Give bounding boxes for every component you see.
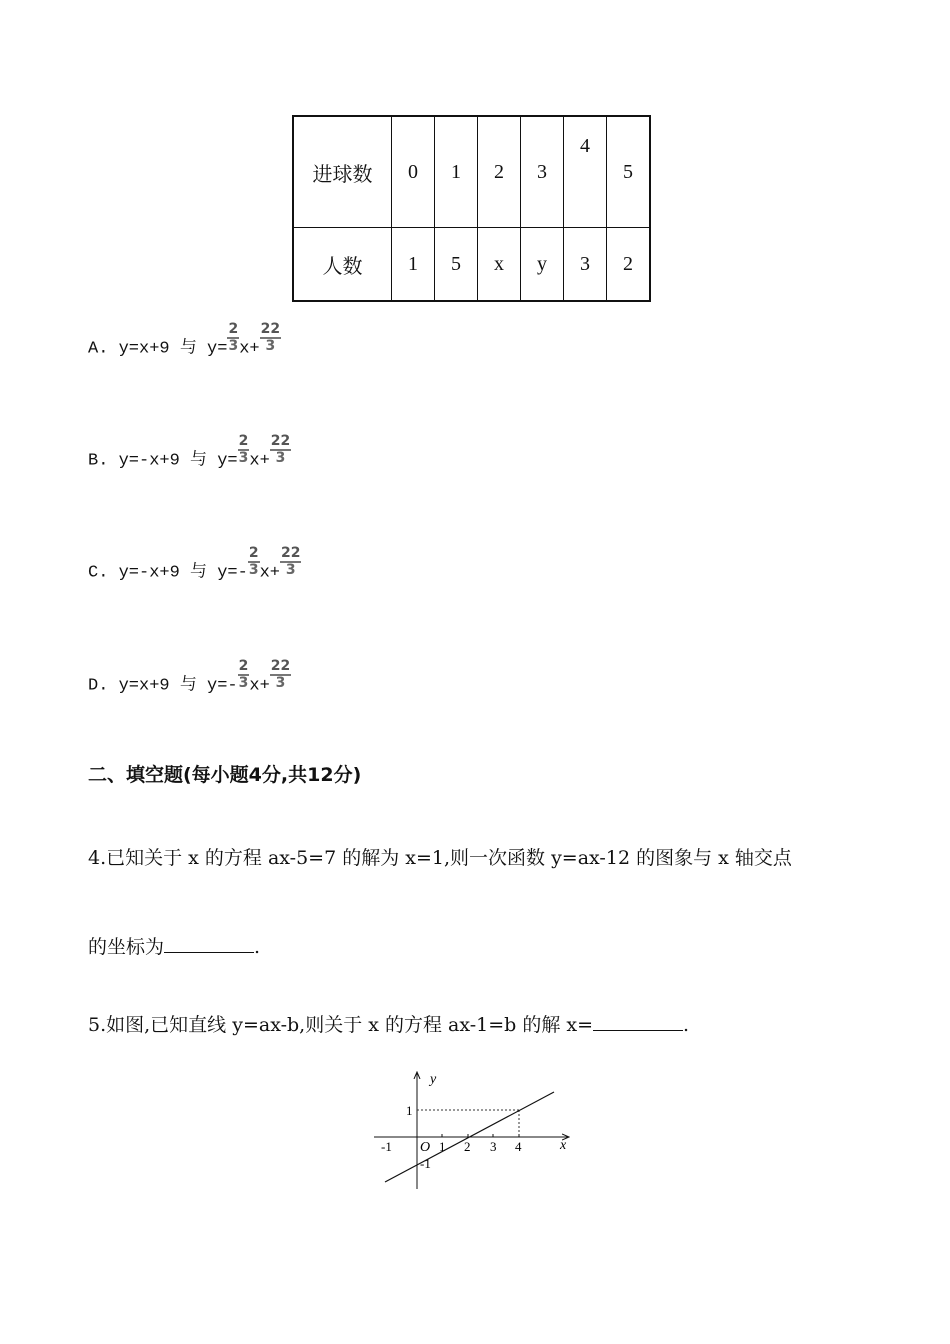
option-text: y=-	[207, 563, 248, 583]
option-text: x+	[249, 676, 270, 696]
fraction	[238, 659, 250, 691]
option-text: 与	[190, 449, 208, 470]
answer-blank[interactable]	[593, 1012, 683, 1031]
table-cell: 1	[435, 116, 478, 228]
option-text: y=	[207, 451, 238, 471]
table-cell: x	[478, 228, 521, 302]
table-cell: 1	[392, 228, 435, 302]
table-row	[293, 116, 650, 228]
option-text: C. y=-x+9	[88, 563, 191, 583]
table-cell-text: 4	[580, 135, 590, 157]
origin-label: O	[420, 1140, 431, 1155]
y-axis-label: y	[430, 1072, 437, 1087]
option-text: 与	[190, 561, 208, 582]
fraction-numerator: 22	[270, 433, 291, 449]
fraction	[238, 434, 250, 466]
fraction-denominator: 3	[248, 562, 259, 578]
fraction-numerator: 2	[228, 321, 239, 337]
question-5	[88, 1010, 689, 1037]
fraction	[227, 322, 239, 354]
fraction-denominator: 3	[275, 450, 286, 466]
fraction-denominator: 3	[238, 675, 249, 691]
x-tick-label: 1	[439, 1139, 446, 1154]
fraction-denominator: 3	[285, 562, 296, 578]
option-text: x+	[259, 563, 280, 583]
option-text: D. y=x+9	[88, 676, 180, 696]
answer-blank[interactable]	[164, 934, 254, 953]
table-cell	[564, 116, 607, 228]
fraction	[260, 322, 281, 354]
table-cell: 2	[607, 228, 651, 302]
y-tick-label: -1	[420, 1156, 431, 1171]
x-tick-label: 4	[515, 1139, 522, 1154]
question-5-text: 5.如图,已知直线 y=ax-b,则关于 x 的方程 ax-1=b 的解 x=	[88, 1014, 594, 1036]
table-header-people: 人数	[293, 228, 392, 302]
option-text: y=-	[196, 676, 238, 696]
line-graph	[360, 1065, 580, 1195]
fraction	[270, 659, 291, 691]
fraction-denominator: 3	[265, 338, 276, 354]
y-tick-label: 1	[406, 1103, 413, 1118]
x-axis-label: x	[560, 1138, 567, 1153]
option-d	[88, 658, 291, 701]
question-4-line-2	[88, 932, 260, 959]
table-cell: 5	[435, 228, 478, 302]
fraction-denominator: 3	[228, 338, 239, 354]
table-cell: 0	[392, 116, 435, 228]
goals-table	[292, 115, 651, 302]
table-cell: 3	[564, 228, 607, 302]
table-cell: 2	[478, 116, 521, 228]
fraction-numerator: 22	[270, 658, 291, 674]
option-text: x+	[239, 339, 260, 359]
option-b	[88, 433, 291, 476]
question-4-text: 的坐标为	[88, 936, 165, 958]
fraction-numerator: 2	[248, 545, 259, 561]
question-4-line-1: 4.已知关于 x 的方程 ax-5=7 的解为 x=1,则一次函数 y=ax-12 的图象与 x 轴交点	[88, 847, 792, 869]
x-tick-label: 2	[464, 1139, 471, 1154]
option-text: 与	[179, 674, 197, 695]
option-text: 与	[179, 337, 197, 358]
table-header-goals: 进球数	[293, 116, 392, 228]
option-text: y=	[196, 339, 228, 359]
fraction-denominator: 3	[238, 450, 249, 466]
table-cell: y	[521, 228, 564, 302]
option-a	[88, 321, 281, 364]
fraction-numerator: 2	[238, 433, 249, 449]
x-tick-label: -1	[381, 1139, 392, 1154]
fraction	[248, 546, 260, 578]
table-cell: 3	[521, 116, 564, 228]
option-text: B. y=-x+9	[88, 451, 191, 471]
fraction-numerator: 22	[281, 545, 301, 561]
option-c	[88, 545, 301, 588]
fraction	[270, 434, 291, 466]
question-5-end: .	[683, 1014, 690, 1036]
question-4-end: .	[254, 936, 261, 958]
table-cell: 5	[607, 116, 651, 228]
fraction-numerator: 22	[260, 321, 281, 337]
table-row	[293, 228, 650, 302]
fraction-numerator: 2	[238, 658, 249, 674]
section-title: 二、填空题(每小题4分,共12分)	[88, 764, 362, 786]
x-tick-label: 3	[490, 1139, 497, 1154]
option-text: A. y=x+9	[88, 339, 180, 359]
fraction-denominator: 3	[275, 675, 286, 691]
fraction	[280, 546, 301, 578]
option-text: x+	[249, 451, 270, 471]
